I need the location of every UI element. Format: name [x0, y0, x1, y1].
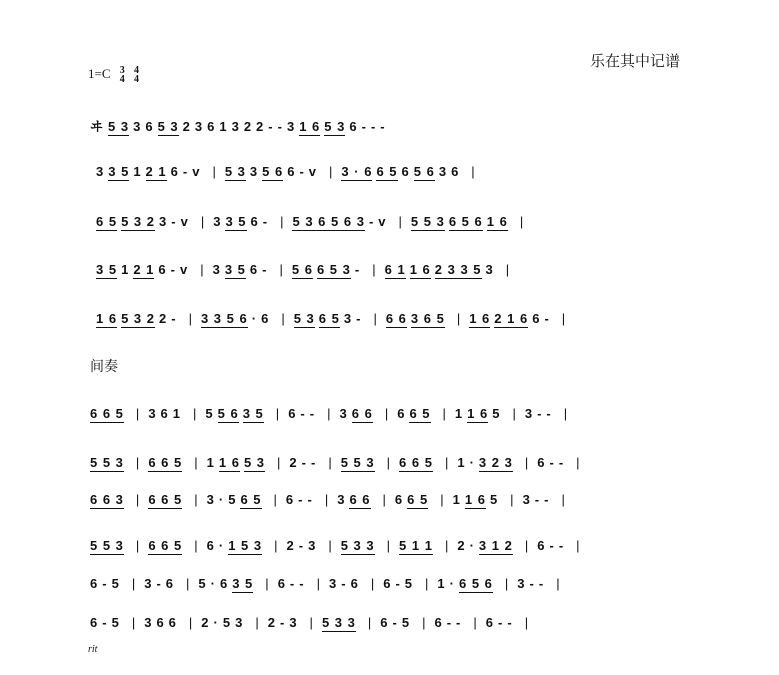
note-group: 5 — [205, 406, 214, 421]
bar-line: | — [563, 406, 569, 421]
note-group: 6 — [206, 538, 215, 553]
bar-line: | — [367, 615, 373, 630]
bar-line: | — [193, 406, 198, 421]
note-group: 6 6 — [385, 311, 407, 326]
note-group: 3 5 — [225, 214, 247, 229]
note-group: - — [544, 492, 550, 507]
note-group: 5 3 — [157, 119, 179, 134]
score-line — [90, 406, 576, 423]
note-group: 6 — [160, 406, 169, 421]
note-group: 1 6 — [299, 119, 321, 134]
note-group: 3 5 — [108, 164, 130, 179]
note-group: - — [299, 576, 305, 591]
note-group: 6 — [401, 164, 410, 179]
note-group: 5 3 — [108, 119, 130, 134]
bar-line: | — [274, 538, 279, 553]
note-group: · — [213, 615, 219, 630]
note-group: - — [537, 406, 543, 421]
note-group: 6 5 — [376, 164, 398, 179]
note-group: 1 6 — [464, 492, 486, 507]
note-group: 5 3 2 — [121, 214, 155, 229]
note-group: 1 — [454, 406, 464, 421]
note-group: 3 — [308, 538, 317, 553]
note-group: 6 — [145, 119, 154, 134]
bar-line: | — [576, 455, 581, 470]
note-group: 3 — [438, 164, 448, 179]
note-group: 6 6 5 — [399, 455, 433, 470]
note-group: - — [361, 119, 367, 134]
note-group: - — [301, 455, 307, 470]
note-group: 3 — [148, 406, 157, 421]
note-group: 2 — [243, 119, 253, 134]
note-group: 5 3 — [224, 164, 246, 179]
note-group: v — [192, 164, 201, 179]
note-group: 3 2 3 — [478, 455, 513, 470]
note-group: 6 6 5 — [148, 492, 183, 507]
note-group: 2 1 — [133, 262, 155, 277]
cut-off-title — [230, 0, 550, 16]
bar-line: | — [505, 262, 511, 277]
transcriber-credit: 乐在其中记谱 — [590, 53, 681, 70]
bar-line: | — [386, 455, 392, 470]
note-group: 6 — [451, 164, 460, 179]
note-group: - — [507, 615, 513, 630]
bar-line: | — [328, 455, 333, 470]
bar-line: | — [281, 311, 286, 326]
bar-line: | — [370, 576, 376, 591]
note-group: 6 1 — [384, 262, 406, 277]
bar-line: | — [510, 492, 515, 507]
note-group: 1 — [121, 262, 130, 277]
note-group: 3 5 — [232, 576, 254, 591]
note-group: 5 — [111, 576, 120, 591]
note-group: 6 — [288, 406, 297, 421]
bar-line: | — [328, 538, 333, 553]
bar-line: | — [135, 406, 141, 421]
note-group: 1 6 — [96, 311, 118, 326]
note-group: 2 3 3 5 — [434, 262, 482, 277]
bar-line: | — [471, 164, 476, 179]
note-group: 6 — [170, 164, 179, 179]
note-group: - — [299, 164, 305, 179]
note-group: - — [549, 455, 555, 470]
score-line — [90, 538, 589, 555]
note-group: - — [356, 311, 362, 326]
score-line — [90, 615, 537, 632]
bar-line: | — [194, 538, 199, 553]
note-group: 3 — [522, 492, 531, 507]
note-group: - — [268, 119, 274, 134]
note-group: 6 — [219, 576, 229, 591]
note-group: · — [218, 492, 225, 507]
note-group: 3 — [343, 311, 353, 326]
note-group: - — [368, 214, 375, 229]
bar-line: | — [576, 538, 581, 553]
note-group: 6 — [156, 615, 165, 630]
note-group: 6 6 — [351, 406, 373, 421]
note-group: 3 — [329, 576, 338, 591]
bar-line: | — [275, 406, 281, 421]
note-group: 1 — [452, 492, 461, 507]
bar-line: | — [200, 214, 206, 229]
note-group: 6 — [158, 262, 167, 277]
note-group: - — [549, 538, 555, 553]
note-group: 6 5 — [240, 492, 262, 507]
bar-line: | — [556, 576, 561, 591]
score-line — [90, 455, 589, 472]
note-group: 6 6 5 — [90, 406, 124, 421]
note-group: - — [156, 576, 162, 591]
note-group: - — [279, 615, 286, 630]
note-group: 6 6 5 — [148, 455, 183, 470]
note-group: - — [171, 311, 177, 326]
bar-line: | — [561, 492, 566, 507]
note-group: - — [262, 214, 269, 229]
note-group: - — [354, 262, 361, 277]
bar-line: | — [280, 214, 285, 229]
note-group: 2 — [256, 119, 265, 134]
note-group: · — [210, 576, 216, 591]
bar-line: | — [519, 214, 525, 229]
note-group: 6 — [277, 576, 286, 591]
bar-line: | — [316, 576, 321, 591]
note-group: 3 — [96, 164, 105, 179]
note-group: 5 3 2 — [121, 311, 155, 326]
note-group: - — [309, 406, 316, 421]
note-group: 5 6 — [291, 262, 313, 277]
note-group: 3 — [159, 214, 168, 229]
bar-line: | — [277, 455, 282, 470]
note-group: 1 — [172, 406, 182, 421]
bar-line: | — [442, 406, 447, 421]
bar-line: | — [135, 538, 141, 553]
note-group: 5 — [401, 615, 411, 630]
bar-line: | — [324, 492, 330, 507]
note-group: 5 3 — [324, 119, 346, 134]
note-group: 3 3 5 6 — [200, 311, 248, 326]
bar-line: | — [524, 455, 530, 470]
note-group: 5 — [222, 615, 232, 630]
bar-line: | — [135, 455, 141, 470]
note-group: 3 — [337, 492, 346, 507]
note-group: 3 — [524, 406, 534, 421]
note-group: 3 — [286, 119, 296, 134]
note-group: - — [395, 576, 401, 591]
note-group: 6 5 — [409, 406, 431, 421]
note-group: 1 6 — [467, 406, 489, 421]
note-group: 3 — [144, 576, 153, 591]
note-group: 6 5 6 — [448, 214, 483, 229]
note-group: 5 5 3 — [340, 455, 375, 470]
note-group: 5 3 3 — [340, 538, 375, 553]
note-group: - — [298, 492, 304, 507]
bar-line: | — [255, 615, 260, 630]
note-group: 6 — [537, 455, 546, 470]
note-group: v — [308, 164, 318, 179]
bar-line: | — [327, 406, 332, 421]
bar-line: | — [194, 492, 199, 507]
bar-line: | — [512, 406, 517, 421]
note-group: 3 — [235, 615, 244, 630]
note-group: v — [378, 214, 387, 229]
note-group: ヰ — [90, 119, 105, 134]
note-group: - — [534, 492, 541, 507]
note-group: 5 — [111, 615, 120, 630]
note-group: 6 5 — [407, 492, 429, 507]
score-line — [90, 116, 390, 136]
score-line — [96, 214, 532, 231]
note-group: 1 — [219, 119, 228, 134]
note-group: 6 — [394, 492, 404, 507]
note-group: 5 — [404, 576, 414, 591]
note-group: 1 6 — [469, 311, 491, 326]
time-sig-2-num: 4 — [134, 65, 140, 77]
note-group: - — [171, 214, 177, 229]
bar-line: | — [440, 492, 445, 507]
note-group: 5 3 — [293, 311, 315, 326]
note-group: 5 3 6 5 6 3 — [292, 214, 365, 229]
note-group: · — [449, 576, 455, 591]
note-group: 2 — [286, 538, 295, 553]
note-group: 6 5 — [318, 311, 340, 326]
note-group: 5 — [228, 492, 237, 507]
note-group: 1 6 — [486, 214, 508, 229]
note-group: 1 6 — [409, 262, 431, 277]
note-group: v — [179, 262, 189, 277]
note-group: - — [102, 615, 108, 630]
bar-line: | — [372, 262, 377, 277]
note-group: · — [251, 311, 258, 326]
bar-line: | — [425, 576, 430, 591]
note-group: 1 — [457, 455, 466, 470]
note-group: 6 — [165, 576, 175, 591]
note-group: 6 — [532, 311, 541, 326]
note-group: 5 — [492, 406, 501, 421]
note-group: 3 5 — [242, 406, 264, 421]
note-group: 5 5 3 — [410, 214, 445, 229]
note-group: 3 — [289, 615, 298, 630]
bar-line: | — [265, 576, 270, 591]
note-group: 6 — [90, 576, 99, 591]
note-group: 6 5 6 — [458, 576, 493, 591]
bar-line: | — [135, 492, 141, 507]
note-group: 6 — [207, 119, 216, 134]
note-group: - — [277, 119, 283, 134]
note-group: 1 — [206, 455, 215, 470]
note-group: - — [498, 615, 504, 630]
note-group: 1 — [133, 164, 142, 179]
note-group: 3 5 — [224, 262, 246, 277]
note-group: 2 — [182, 119, 191, 134]
note-group: 3 — [231, 119, 240, 134]
bar-line: | — [473, 615, 478, 630]
bar-line: | — [444, 455, 450, 470]
note-group: 3 — [517, 576, 526, 591]
score-line — [96, 164, 484, 181]
note-group: - — [380, 119, 386, 134]
note-group: 5 5 3 — [90, 538, 124, 553]
note-group: · — [469, 538, 475, 553]
note-group: 6 — [261, 311, 270, 326]
note-group: - — [529, 576, 535, 591]
note-group: - — [300, 406, 306, 421]
note-group: - — [341, 576, 347, 591]
score-line — [90, 576, 569, 593]
note-group: 5 3 — [243, 455, 266, 470]
note-group: - — [558, 455, 565, 470]
note-group: 2 — [457, 538, 466, 553]
note-group: 6 — [90, 615, 99, 630]
note-group: 3 — [144, 615, 153, 630]
note-group: 6 — [350, 576, 359, 591]
note-group: - — [370, 119, 377, 134]
score-line — [90, 492, 574, 509]
note-group: 1 6 — [218, 455, 240, 470]
bar-line: | — [188, 615, 194, 630]
bar-line: | — [524, 538, 530, 553]
note-group: - — [262, 262, 268, 277]
note-group: - — [446, 615, 453, 630]
note-group: 3 5 — [96, 262, 118, 277]
bar-line: | — [212, 164, 217, 179]
note-group: · — [218, 538, 225, 553]
note-group: 5 6 — [217, 406, 239, 421]
note-group: 5 6 — [262, 164, 284, 179]
note-group: 5 1 1 — [399, 538, 433, 553]
note-group: v — [180, 214, 189, 229]
note-group: 6 6 — [349, 492, 371, 507]
note-group: 6 5 — [96, 214, 118, 229]
bar-line: | — [561, 311, 567, 326]
bar-line: | — [131, 615, 137, 630]
note-group: 3 · 6 — [341, 164, 373, 179]
note-group: 5 6 — [413, 164, 435, 179]
note-group: 6 6 5 — [148, 538, 183, 553]
note-group: 2 — [267, 615, 276, 630]
bar-line: | — [329, 164, 334, 179]
note-group: 2 1 6 — [494, 311, 529, 326]
bar-line: | — [384, 406, 390, 421]
bar-line: | — [373, 311, 378, 326]
note-group: 2 — [289, 455, 298, 470]
note-group: - — [456, 615, 462, 630]
note-group: 3 1 2 — [478, 538, 513, 553]
bar-line: | — [524, 615, 530, 630]
note-group: 6 6 3 — [90, 492, 124, 507]
note-group: 2 1 — [145, 164, 167, 179]
note-group: 3 6 5 — [410, 311, 445, 326]
note-group: 6 — [485, 615, 494, 630]
note-group: 5 3 3 — [321, 615, 356, 630]
time-sig-2-den: 4 — [134, 74, 140, 86]
note-group: 3 — [194, 119, 204, 134]
note-group: 6 — [249, 262, 259, 277]
note-group: 3 — [485, 262, 494, 277]
bar-line: | — [194, 455, 199, 470]
note-group: 3 — [212, 262, 221, 277]
bar-line: | — [398, 214, 403, 229]
bar-line: | — [188, 311, 193, 326]
note-group: 6 — [380, 615, 389, 630]
bar-line: | — [186, 576, 191, 591]
note-group: 6 — [287, 164, 296, 179]
bar-line: | — [279, 262, 284, 277]
time-sig-1-den: 4 — [119, 74, 125, 86]
note-group: - — [310, 455, 317, 470]
note-group: 6 — [434, 615, 443, 630]
note-group: 2 — [201, 615, 210, 630]
time-sig-1-num: 3 — [119, 65, 125, 77]
bar-line: | — [200, 262, 205, 277]
note-group: 1 5 3 — [228, 538, 263, 553]
bar-line: | — [444, 538, 450, 553]
rit-marking: rit — [88, 644, 98, 655]
note-group: 3 — [206, 492, 215, 507]
note-group: 5 5 3 — [90, 455, 124, 470]
note-group: 6 — [250, 214, 259, 229]
note-group: 3 — [249, 164, 259, 179]
note-group: - — [298, 538, 305, 553]
bar-line: | — [131, 576, 137, 591]
note-group: - — [170, 262, 176, 277]
note-group: 6 — [537, 538, 546, 553]
bar-line: | — [273, 492, 278, 507]
bar-line: | — [504, 576, 510, 591]
time-signature-2 — [134, 66, 139, 84]
bar-line: | — [456, 311, 462, 326]
note-group: - — [307, 492, 313, 507]
note-group: - — [538, 576, 545, 591]
note-group: 1 — [437, 576, 446, 591]
note-group: 3 — [339, 406, 348, 421]
interlude-label: 间奏 — [90, 358, 118, 374]
score-line — [96, 262, 518, 279]
note-group: 5 — [198, 576, 207, 591]
key-signature — [88, 66, 139, 84]
note-group: 2 — [159, 311, 168, 326]
bar-line: | — [309, 615, 314, 630]
score-line — [96, 311, 574, 328]
bar-line: | — [382, 492, 387, 507]
note-group: 3 — [133, 119, 142, 134]
note-group: - — [544, 311, 550, 326]
note-group: - — [392, 615, 398, 630]
note-group: - — [289, 576, 296, 591]
note-group: · — [469, 455, 475, 470]
note-group: 6 — [285, 492, 295, 507]
note-group: - — [102, 576, 108, 591]
note-group: 6 — [349, 119, 358, 134]
note-group: 6 — [397, 406, 406, 421]
note-group: 5 — [489, 492, 499, 507]
bar-line: | — [386, 538, 392, 553]
note-group: - — [558, 538, 565, 553]
note-group: 6 — [168, 615, 177, 630]
note-group: 3 — [213, 214, 222, 229]
note-group: 6 — [383, 576, 392, 591]
note-group: - — [546, 406, 552, 421]
note-group: 6 5 3 — [316, 262, 351, 277]
time-signature-1 — [120, 66, 125, 84]
note-group: - — [182, 164, 189, 179]
key-label: 1=C — [88, 66, 111, 81]
bar-line: | — [422, 615, 427, 630]
